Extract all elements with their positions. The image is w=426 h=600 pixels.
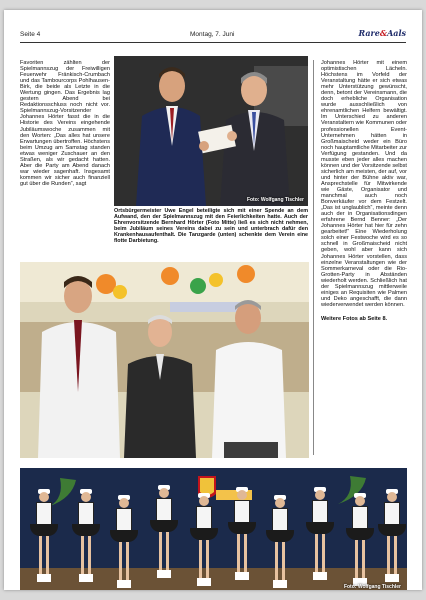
dancer-figure (270, 498, 290, 590)
column-divider (313, 60, 314, 455)
article-column-right-text: Johannes Hörter mit einem optimistischen Lächeln. Höchstens im Vorfeld der Veranstaltung hätte er sich etwas mehr Unterstützung gewünscht, denn, betont der Vereinsmann, die doch erhebliche Organisation wurde ausschließlich von ehrenamtlichen Helfern bewältigt. Im Unterschied zu anderen Veranstaltern wie Kommunen oder professionellen Event-Unternehmen hätten in Großmaischeid weder ein Büro noch hauptamtliche Mitarbeiter zur Verfügung gestanden. Und da musste eben jeder alles machen können und der Vorsitzende selbst sicherlich am meisten, der auf, vor und hinter der Bühne aktiv war, Ansprechstelle für Mitwirkende wie Gäste, Organisator und manchmal auch noch Bonverkäufer vor dem Festzelt. „Das ist unglaublich“, meinte denn auch der in Organisationsdingen erfahrene Bernd Benner: „Der Johannes Hörter hat hier für zehn gearbeitet!“ Eine Wiederholung solch einer Festwoche wird es so schnell in Großmaischeid nicht geben, wohl aber kann sich Johannes Hörter vorstellen, dass einzelne Veranstaltungen wie der Sommerkarneval oder die Rio-Grotten-Party in Abständen wiederholt werden. Schließlich hat der Spielmannszug mittlerweile einiges an Requisiten wie Palmen und Deko angeschafft, die dann wiederverwendet werden können. (321, 60, 407, 308)
photo-caption: Ortsbürgermeister Uwe Engel beteiligte sich mit einer Spende an dem Aufwand, den der Spielmannszug mit den Feierlichkeiten hatte. Auch der Ehrenvorsitzende Bernhard Hörter (Foto Mitte) ließ es sich nicht nehmen, beim Jubiläum seines Vereins dabei zu sein und unterbrach dafür den Krankenhausaufenthalt. Die Tanzgarde (unten) schenkte dem Verein eine flotte Darbietung. (114, 208, 308, 244)
newspaper-logo: Rare&Aals (358, 28, 406, 38)
photo-honorary-chairman (20, 262, 309, 458)
dancer-figure (154, 488, 174, 580)
photo-credit-top: Foto: Wolfgang Tischler (246, 197, 304, 203)
dancer-figure (114, 498, 134, 590)
photo-donation-scene (114, 56, 308, 206)
photo-dance-group (20, 468, 407, 590)
dancer-figure (310, 490, 330, 582)
dancer-figure (382, 492, 402, 584)
photo-credit-bottom: Foto: Wolfgang Tischler (343, 584, 401, 590)
page-header (20, 28, 406, 40)
dancer-figure (194, 496, 214, 588)
newspaper-page (4, 10, 422, 590)
article-column-left: Favoriten zählten der Spielmannszug der Freiwilligen Feuerwehr Fränkisch-Crumbach und das Tambourcorps Pohlhausen-Birk, die beide als Letzte in die Wertung gingen. Das Ergebnis lag gestern Abend bei Redaktionsschluss noch nicht vor. Spielmannszug-Vorsitzender Johannes Hörter fasst die in die Historie des Vereins eingehende Jubiläumswoche zusammen mit den Worten: „Das alles hat unsere Erwartungen übertroffen. Höchstens beim Umzug am Samstag standen etwas weniger Zuschauer an den Straßen, als wir gedacht hatten. Aber die Party am Abend danach war wieder sagenhaft. Insgesamt kommen wir sicher auch finanziell gut über die Runden“, sagt (20, 60, 110, 187)
header-rule (20, 42, 406, 43)
dancer-figure (34, 492, 54, 584)
dancer-figure (76, 492, 96, 584)
article-column-right (321, 60, 407, 322)
issue-date: Montag, 7. Juni (190, 31, 235, 38)
dancer-figure (232, 490, 252, 582)
page-number: Seite 4 (20, 31, 41, 38)
photo-tent-scene (20, 262, 309, 458)
dancer-figure (350, 496, 370, 588)
photo-donation-handover (114, 56, 308, 206)
more-photos-note: Weitere Fotos ab Seite 8. (321, 315, 388, 322)
